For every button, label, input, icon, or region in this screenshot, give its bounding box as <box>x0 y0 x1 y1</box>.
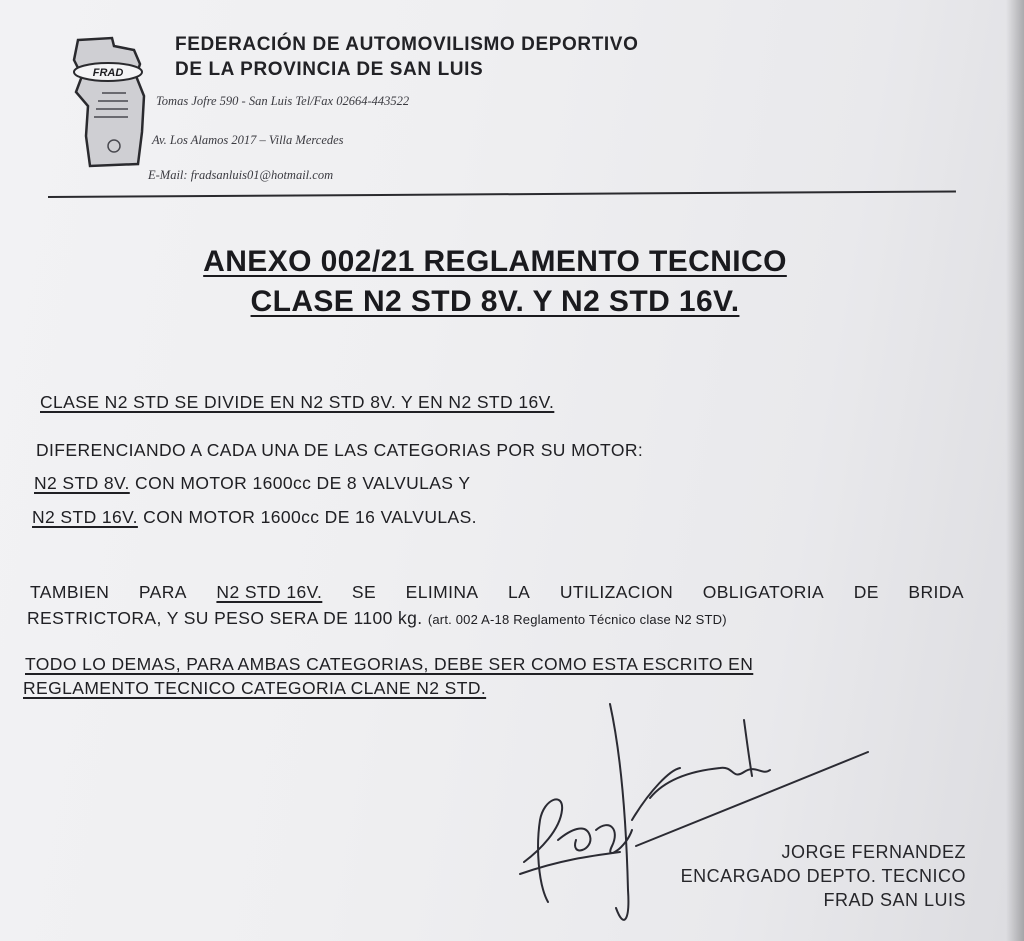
paragraph-class-division: CLASE N2 STD SE DIVIDE EN N2 STD 8V. Y EN N2 STD 16V. <box>40 392 555 412</box>
document-title-line2: CLASE N2 STD 8V. Y N2 STD 16V. <box>250 285 740 318</box>
regulation-reference: (art. 002 A-18 Reglamento Técnico clase N2 STD) <box>427 612 727 627</box>
paragraph-16v-restrictor-line2: RESTRICTORA, Y SU PESO SERA DE 1100 kg. (art. 002 A-18 Reglamento Técnico clase N2 STD) <box>27 608 727 628</box>
signatory-name: JORGE FERNANDEZ <box>781 842 966 862</box>
paragraph-16v-motor: N2 STD 16V. CON MOTOR 1600cc DE 16 VALVULAS. <box>32 507 477 527</box>
label-n2-std-16v: N2 STD 16V. <box>32 507 138 527</box>
address-line-san-luis: Tomas Jofre 590 - San Luis Tel/Fax 02664-443522 <box>156 94 410 108</box>
paragraph-remaining-rules-line2: REGLAMENTO TECNICO CATEGORIA CLANE N2 STD. <box>23 678 487 698</box>
paragraph-16v-restrictor-line1: TAMBIEN PARA N2 STD 16V. SE ELIMINA LA UTILIZACION OBLIGATORIA DE BRIDA <box>30 582 964 602</box>
paragraph-differentiation: DIFERENCIANDO A CADA UNA DE LAS CATEGORIAS POR SU MOTOR: <box>36 440 644 460</box>
address-line-villa-mercedes: Av. Los Alamos 2017 – Villa Mercedes <box>152 133 344 147</box>
org-name-line1: FEDERACIÓN DE AUTOMOVILISMO DEPORTIVO <box>175 34 639 55</box>
frad-logo-icon <box>68 36 150 168</box>
organization-name <box>175 32 638 82</box>
logo-text: FRAD <box>92 67 124 79</box>
org-name-line2: DE LA PROVINCIA DE SAN LUIS <box>175 59 484 80</box>
signatory-role: ENCARGADO DEPTO. TECNICO <box>680 866 966 886</box>
paragraph-remaining-rules-line1: TODO LO DEMAS, PARA AMBAS CATEGORIAS, DEBE SER COMO ESTA ESCRITO EN <box>25 654 754 674</box>
email-line: E-Mail: fradsanluis01@hotmail.com <box>148 168 334 182</box>
page-edge-shadow <box>1006 0 1024 941</box>
label-n2-std-8v: N2 STD 8V. <box>34 473 130 493</box>
document-title-line1: ANEXO 002/21 REGLAMENTO TECNICO <box>203 245 787 278</box>
paragraph-8v-motor: N2 STD 8V. CON MOTOR 1600cc DE 8 VALVULAS Y <box>34 473 471 493</box>
signatory-organization: FRAD SAN LUIS <box>823 890 966 910</box>
header-divider <box>48 190 956 198</box>
